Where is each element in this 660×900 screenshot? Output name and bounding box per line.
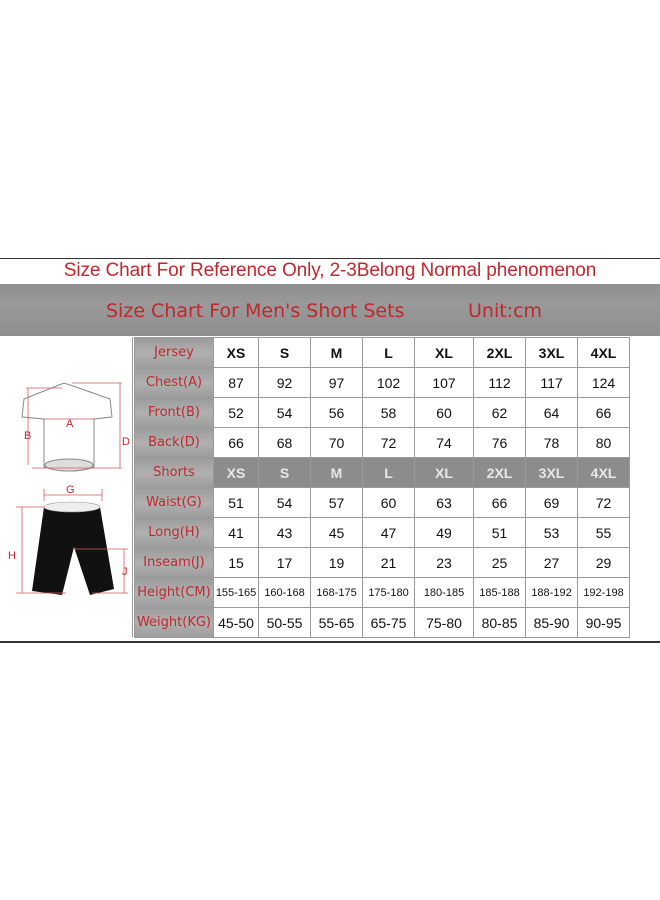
measurement-cell: 49 (415, 518, 474, 548)
measurement-cell: 57 (311, 488, 363, 518)
shorts-icon (32, 502, 114, 595)
measurement-cell: 112 (474, 368, 526, 398)
size-header-cell: S (259, 458, 311, 488)
measurement-cell: 175-180 (363, 578, 415, 608)
measurement-cell: 60 (415, 398, 474, 428)
table-row-jersey (135, 338, 630, 368)
size-header-cell: 2XL (474, 338, 526, 368)
measurement-cell: 64 (526, 398, 578, 428)
svg-text:A: A (66, 418, 74, 430)
measurement-cell: 25 (474, 548, 526, 578)
measurement-cell: 27 (526, 548, 578, 578)
size-header-cell: 3XL (526, 338, 578, 368)
size-header-cell: XS (214, 458, 259, 488)
measurement-cell: 107 (415, 368, 474, 398)
measurement-cell: 87 (214, 368, 259, 398)
measurement-cell: 15 (214, 548, 259, 578)
size-header-cell: 4XL (578, 458, 630, 488)
measurement-cell: 92 (259, 368, 311, 398)
chart-title: Size Chart For Men's Short Sets (106, 300, 405, 322)
svg-text:B: B (24, 430, 32, 442)
svg-text:G: G (66, 484, 75, 496)
measurement-cell: 55-65 (311, 608, 363, 638)
size-header-cell: 2XL (474, 458, 526, 488)
measurement-cell: 65-75 (363, 608, 415, 638)
measurement-cell: 180-185 (415, 578, 474, 608)
measurement-cell: 97 (311, 368, 363, 398)
measurement-cell: 75-80 (415, 608, 474, 638)
measurement-cell: 21 (363, 548, 415, 578)
measurement-cell: 168-175 (311, 578, 363, 608)
row-label: Back(D) (135, 428, 214, 458)
measurement-cell: 90-95 (578, 608, 630, 638)
measurement-cell: 192-198 (578, 578, 630, 608)
measurement-cell: 29 (578, 548, 630, 578)
measurement-cell: 102 (363, 368, 415, 398)
reference-notice: Size Chart For Reference Only, 2-3Belong Normal phenomenon (63, 260, 597, 281)
measurement-cell: 63 (415, 488, 474, 518)
measurement-cell: 117 (526, 368, 578, 398)
size-header-cell: S (259, 338, 311, 368)
measurement-cell: 45 (311, 518, 363, 548)
row-label: Inseam(J) (135, 548, 214, 578)
table-row-weight-kg (135, 608, 630, 638)
measurement-cell: 54 (259, 398, 311, 428)
size-header-cell: 3XL (526, 458, 578, 488)
measurement-cell: 78 (526, 428, 578, 458)
measurement-cell: 80-85 (474, 608, 526, 638)
table-row-back-d (135, 428, 630, 458)
garment-diagram (2, 337, 133, 637)
table-row-waist-g (135, 488, 630, 518)
row-label: Chest(A) (135, 368, 214, 398)
measurement-cell: 19 (311, 548, 363, 578)
row-label: Weight(KG) (135, 608, 214, 638)
measurement-cell: 47 (363, 518, 415, 548)
measurement-cell: 160-168 (259, 578, 311, 608)
row-label: Jersey (135, 338, 214, 368)
measurement-cell: 41 (214, 518, 259, 548)
measurement-cell: 70 (311, 428, 363, 458)
row-label: Waist(G) (135, 488, 214, 518)
size-header-cell: XS (214, 338, 259, 368)
table-row-front-b (135, 398, 630, 428)
table-row-inseam-j (135, 548, 630, 578)
unit-label: Unit:cm (468, 300, 543, 322)
measurement-cell: 85-90 (526, 608, 578, 638)
measurement-cell: 74 (415, 428, 474, 458)
size-header-cell: M (311, 458, 363, 488)
svg-text:J: J (122, 566, 128, 578)
measurement-cell: 66 (214, 428, 259, 458)
size-header-cell: L (363, 338, 415, 368)
measurement-cell: 52 (214, 398, 259, 428)
measurement-cell: 50-55 (259, 608, 311, 638)
svg-text:H: H (8, 550, 16, 562)
table-row-chest-a (135, 368, 630, 398)
measurement-cell: 72 (363, 428, 415, 458)
row-label: Height(CM) (135, 578, 214, 608)
measurement-cell: 72 (578, 488, 630, 518)
measurement-cell: 56 (311, 398, 363, 428)
table-row-long-h (135, 518, 630, 548)
row-label: Shorts (135, 458, 214, 488)
measurement-cell: 62 (474, 398, 526, 428)
size-table (134, 337, 630, 638)
measurement-cell: 53 (526, 518, 578, 548)
size-header-cell: XL (415, 458, 474, 488)
measurement-cell: 58 (363, 398, 415, 428)
measurement-cell: 69 (526, 488, 578, 518)
measurement-cell: 17 (259, 548, 311, 578)
size-header-cell: M (311, 338, 363, 368)
jersey-shorts-diagram-icon (2, 337, 132, 637)
size-header-cell: 4XL (578, 338, 630, 368)
measurement-cell: 23 (415, 548, 474, 578)
measurement-cell: 188-192 (526, 578, 578, 608)
measurement-cell: 55 (578, 518, 630, 548)
measurement-cell: 60 (363, 488, 415, 518)
row-label: Front(B) (135, 398, 214, 428)
measurement-cell: 185-188 (474, 578, 526, 608)
measurement-cell: 45-50 (214, 608, 259, 638)
measurement-cell: 51 (214, 488, 259, 518)
measurement-cell: 54 (259, 488, 311, 518)
measurement-cell: 155-165 (214, 578, 259, 608)
size-header-cell: XL (415, 338, 474, 368)
measurement-cell: 66 (474, 488, 526, 518)
svg-text:D: D (122, 436, 130, 448)
measurement-cell: 76 (474, 428, 526, 458)
measurement-cell: 66 (578, 398, 630, 428)
table-row-height-cm (135, 578, 630, 608)
measurement-cell: 124 (578, 368, 630, 398)
row-label: Long(H) (135, 518, 214, 548)
table-row-shorts (135, 458, 630, 488)
measurement-cell: 43 (259, 518, 311, 548)
measurement-cell: 68 (259, 428, 311, 458)
measurement-cell: 80 (578, 428, 630, 458)
size-header-cell: L (363, 458, 415, 488)
measurement-cell: 51 (474, 518, 526, 548)
